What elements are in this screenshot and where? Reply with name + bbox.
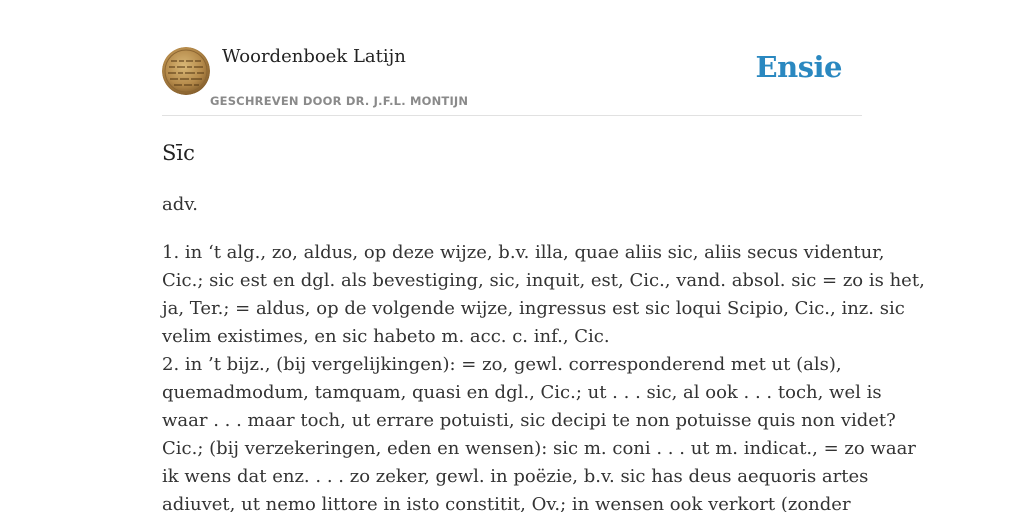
latin-inscription-coin-icon[interactable]	[162, 47, 210, 95]
book-title[interactable]: Woordenboek Latijn	[222, 46, 406, 67]
part-of-speech: adv.	[162, 194, 199, 215]
entry-title: Sīc	[162, 141, 195, 165]
author-byline: GESCHREVEN DOOR DR. J.F.L. MONTIJN	[210, 94, 469, 108]
definition-line: velim existimes, en sic habeto m. acc. c. inf., Cic.	[162, 326, 610, 347]
definition-line: Cic.; sic est en dgl. als bevestiging, sic, inquit, est, Cic., vand. absol. sic = zo is het,	[162, 270, 925, 291]
definition-line: waar . . . maar toch, ut errare potuisti, sic decipi te non potuisse quis non videt?	[162, 410, 896, 431]
definition-line: Cic.; (bij verzekeringen, eden en wensen): sic m. coni . . . ut m. indicat., = zo waar	[162, 438, 916, 459]
header	[162, 0, 862, 116]
definition-line: quemadmodum, tamquam, quasi en dgl., Cic.; ut . . . sic, al ook . . . toch, wel is	[162, 382, 882, 403]
definition-text	[162, 239, 925, 512]
definition-line: ja, Ter.; = aldus, op de volgende wijze, ingressus est sic loqui Scipio, Cic., inz. sic	[162, 298, 905, 319]
definition-line: adiuvet, ut nemo littore in isto constitit, Ov.; in wensen ook verkort (zonder	[162, 494, 851, 512]
brand-logo[interactable]: Ensie	[755, 50, 842, 84]
definition-line: 2. in ’t bijz., (bij vergelijkingen): = zo, gewl. corresponderend met ut (als),	[162, 354, 842, 375]
definition-line: 1. in ‘t alg., zo, aldus, op deze wijze, b.v. illa, quae aliis sic, aliis secus videntur,	[162, 242, 885, 263]
definition-line: ik wens dat enz. . . . zo zeker, gewl. in poëzie, b.v. sic has deus aequoris artes	[162, 466, 869, 487]
